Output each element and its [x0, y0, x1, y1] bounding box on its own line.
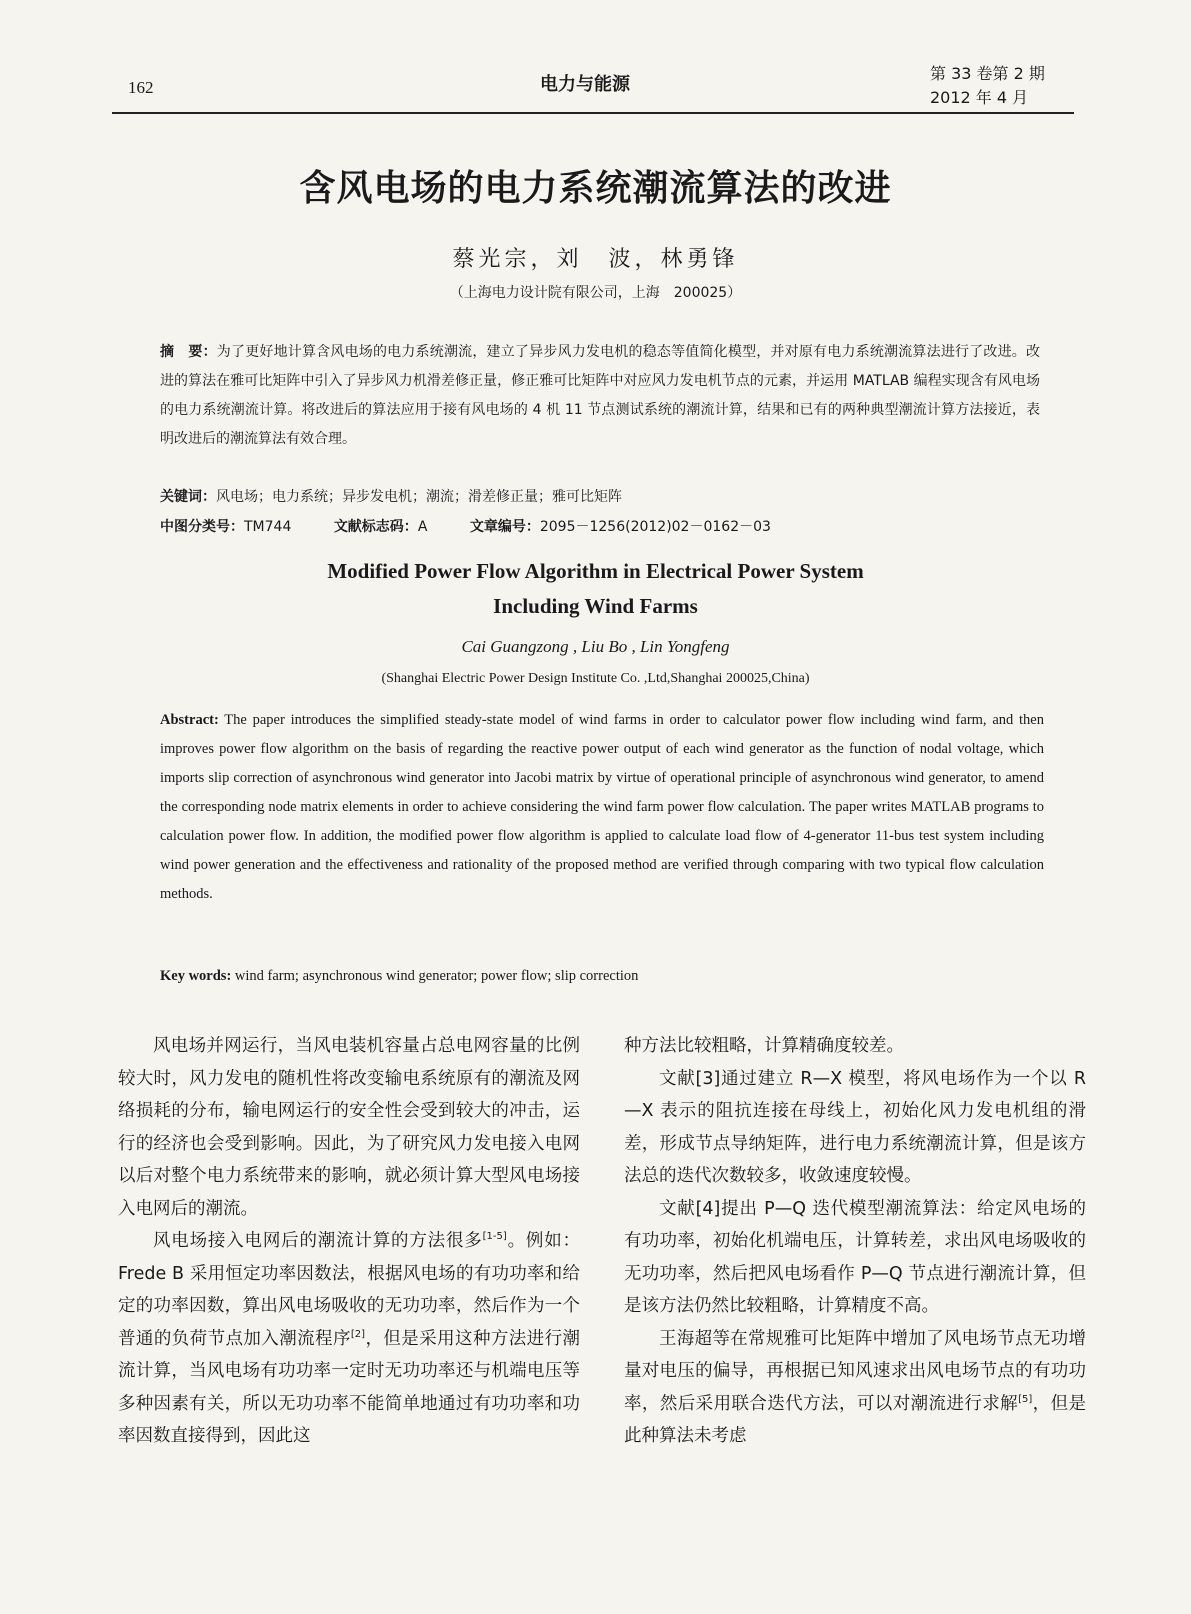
chinese-abstract-text: 为了更好地计算含风电场的电力系统潮流，建立了异步风力发电机的稳态等值简化模型，并对原有电力系统潮流算法进行了改进。改进的算法在雅可比矩阵中引入了异步风力机滑差修正量，修正雅可比矩阵中对应风力发电机节点的元素，并运用 MATLAB 编程实现含有风电场的电力系统潮流计算。将改进后的算法应用于接有风电场的 4 机 11 节点测试系统的潮流计算，结果和已有的两种典型潮流计算方法接近，表明改进后的潮流算法有效合理。 — [160, 344, 1041, 447]
english-keywords — [160, 968, 1044, 985]
chinese-keywords-label: 关键词： — [160, 489, 216, 505]
body-right-column — [624, 1030, 1086, 1453]
body-paragraph — [624, 1323, 1086, 1453]
chinese-authors: 蔡光宗，刘 波，林勇锋 — [452, 247, 739, 272]
chinese-affiliation: （上海电力设计院有限公司，上海 200025） — [449, 285, 742, 301]
class-label: 中图分类号： — [160, 519, 244, 535]
body-paragraph: 风电场并网运行，当风电装机容量占总电网容量的比例较大时，风力发电的随机性将改变输电系统原有的潮流及网络损耗的分布，输电网运行的安全性会受到较大的冲击，运行的经济也会受到影响。因此，为了研究风力发电接入电网以后对整个电力系统带来的影响，就必须计算大型风电场接入电网后的潮流。 — [118, 1036, 580, 1219]
body-paragraph — [118, 1225, 580, 1453]
chinese-title: 含风电场的电力系统潮流算法的改进 — [299, 168, 892, 209]
classification-line — [160, 516, 1040, 536]
chinese-keywords — [160, 486, 1040, 506]
citation: [5] — [1018, 1393, 1033, 1405]
page-number: 162 — [128, 78, 154, 97]
body-text: ，但是采用这种方法进行潮流计算，当风电场有功功率一定时无功功率还与机端电压等多种因素有关，所以无功功率不能简单地通过有功功率和功率因数直接得到，因此这 — [118, 1328, 581, 1446]
body-text: 。例如：Frede B 采用恒定功率因数法，根据风电场的有功功率和给定的功率因数，算出风电场吸收的无功功率，然后作为一个普通的负荷节点加入潮流程序 — [118, 1231, 581, 1349]
english-title-line2: Including Wind Farms — [493, 594, 698, 618]
class-value: TM744 — [244, 519, 292, 535]
chinese-keywords-text: 风电场；电力系统；异步发电机；潮流；滑差修正量；雅可比矩阵 — [216, 489, 622, 505]
volume-issue: 第 33 卷第 2 期 — [930, 64, 1045, 83]
article-number-label: 文章编号： — [469, 519, 540, 535]
english-title-line1: Modified Power Flow Algorithm in Electrical Power System — [327, 559, 864, 583]
english-keywords-label: Key words: — [160, 968, 232, 984]
journal-name: 电力与能源 — [540, 74, 630, 95]
header-rule — [112, 112, 1074, 114]
english-keywords-text: wind farm; asynchronous wind generator; power flow; slip correction — [231, 968, 639, 984]
body-paragraph: 文献[3]通过建立 R—X 模型，将风电场作为一个以 R—X 表示的阻抗连接在母线上，初始化风力发电机组的滑差，形成节点导纳矩阵，进行电力系统潮流计算，但是该方法总的迭代次数较多，收敛速度较慢。 — [624, 1068, 1086, 1186]
english-title — [0, 554, 1191, 624]
citation: [2] — [350, 1328, 366, 1340]
article-number-value: 2095－1256(2012)02－0162－03 — [539, 519, 771, 535]
english-affiliation: (Shanghai Electric Power Design Institute Co. ,Ltd,Shanghai 200025,China) — [381, 671, 810, 686]
english-abstract — [160, 706, 1044, 909]
issue-date: 2012 年 4 月 — [930, 88, 1029, 107]
english-abstract-text: The paper introduces the simplified steady-state model of wind farms in order to calculator power flow including wind farm, and then improves power flow algorithm on the basis of regarding the reactive power output of each wind generator as the function of nodal voltage, which imports slip correction of asynchronous wind generator into Jacobi matrix by virtue of operational principle of asynchronous wind generator, to amend the corresponding node matrix elements in order to achieve considering the wind farm power flow calculation. The paper writes MATLAB programs to calculation power flow. In addition, the modified power flow algorithm is applied to calculate load flow of 4-generator 11-bus test system including wind power generation and the effectiveness and rationality of the proposed method are verified through comparing with two typical flow calculation methods. — [160, 712, 1044, 902]
body-text: ，但是此种算法未考虑 — [624, 1393, 1087, 1446]
body-left-column — [118, 1030, 580, 1453]
english-abstract-label: Abstract: — [160, 712, 219, 728]
citation: [1-5] — [482, 1231, 507, 1243]
body-paragraph: 文献[4]提出 P—Q 迭代模型潮流算法：给定风电场的有功功率，初始化机端电压，计算转差，求出风电场吸收的无功功率，然后把风电场看作 P—Q 节点进行潮流计算，但是该方法仍然比较粗略，计算精度不高。 — [624, 1198, 1086, 1316]
body-text: 王海超等在常规雅可比矩阵中增加了风电场节点无功增量对电压的偏导，再根据已知风速求出风电场节点的有功功率，然后采用联合迭代方法，可以对潮流进行求解 — [624, 1328, 1086, 1414]
doc-code-value: A — [417, 519, 428, 535]
body-paragraph: 种方法比较粗略，计算精确度较差。 — [624, 1036, 904, 1056]
chinese-abstract-label: 摘 要： — [160, 344, 217, 360]
issue-info — [930, 62, 1045, 110]
doc-code-label: 文献标志码： — [333, 519, 418, 535]
chinese-abstract — [160, 338, 1040, 454]
body-text: 风电场接入电网后的潮流计算的方法很多 — [153, 1231, 483, 1251]
english-authors: Cai Guangzong , Liu Bo , Lin Yongfeng — [461, 637, 730, 656]
